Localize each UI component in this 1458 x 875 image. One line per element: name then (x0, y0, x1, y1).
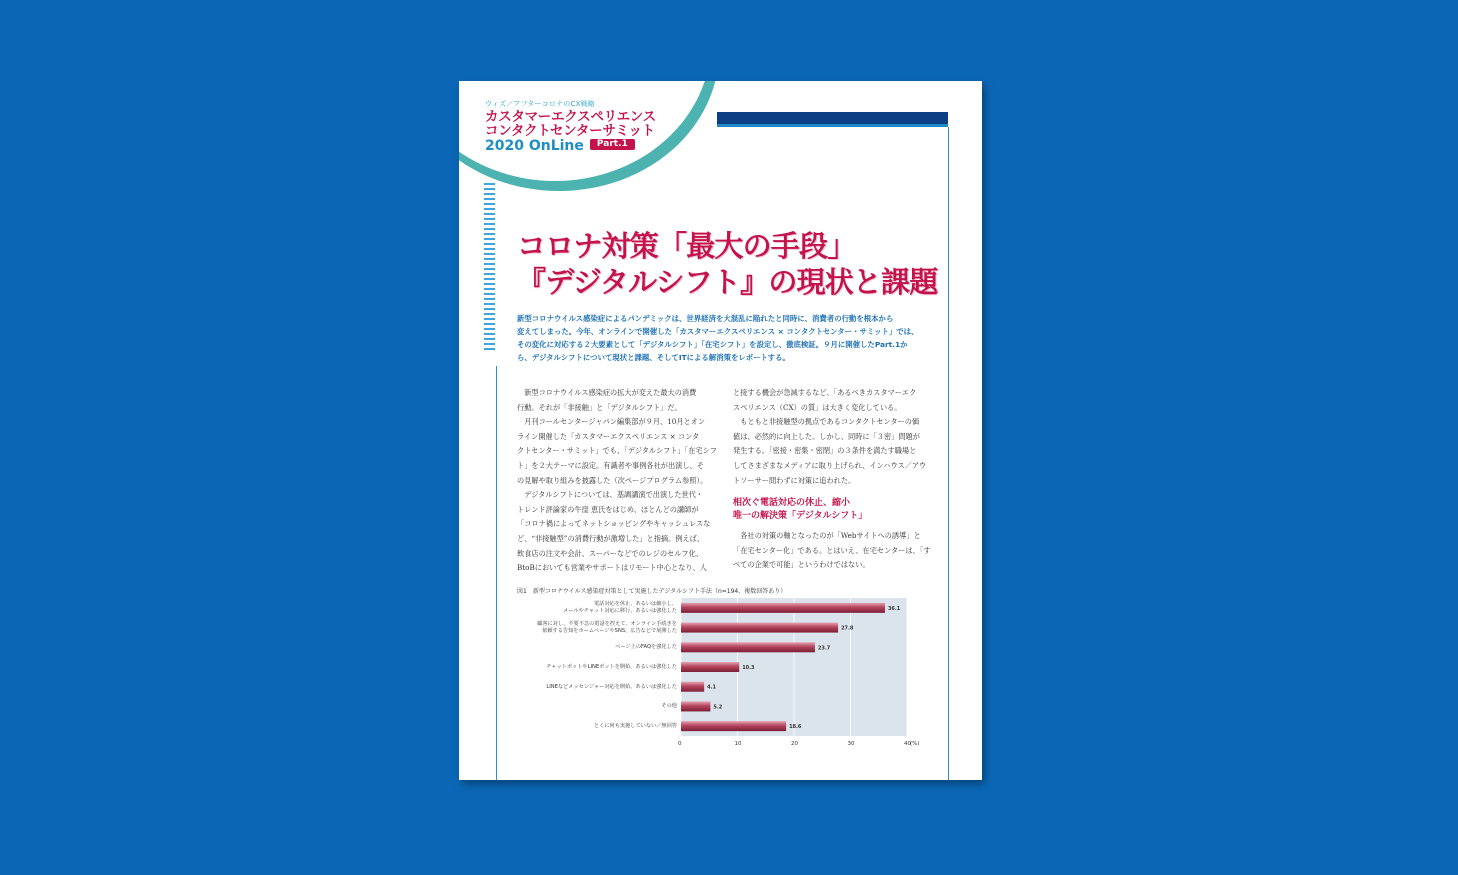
chart-plot-area (681, 598, 907, 736)
chart-svg (681, 598, 907, 736)
bar-value-label: 10.3 (742, 665, 755, 671)
event-title-line2: コンタクトセンターサミット (485, 123, 655, 139)
bar (681, 682, 704, 692)
body-line: 発生する。「密接・密集・密閉」の３条件を満たす職場と (733, 446, 917, 456)
part-badge: Part.1 (590, 139, 635, 150)
series-header (485, 99, 685, 154)
category-label-line: その他 (661, 703, 677, 710)
body-line: デジタルシフトについては、基調講演で出演した世代・ (517, 490, 704, 500)
body-line: トソーサー問わずに対策に追われた。 (733, 475, 856, 485)
body-column-right (733, 386, 938, 573)
body-line: 行動。それが「非接触」と「デジタルシフト」だ。 (517, 402, 682, 412)
body-line: 「在宅センター化」である。とはいえ、在宅センターは、「す (733, 545, 931, 555)
body-line: クトセンター・サミット」でも、「デジタルシフト」「在宅シフ (517, 446, 717, 456)
body-line: スペリエンス（CX）の質」は大きく変化している。 (733, 402, 902, 412)
bar (681, 721, 786, 731)
body-line: 新型コロナウイルス感染症の拡大が変えた最大の消費 (517, 388, 697, 397)
event-year: 2020 OnLine (485, 138, 584, 154)
body-line: ト」を２大テーマに設定。有識者や事例各社が出演し、そ (517, 460, 704, 470)
bar-value-label: 36.1 (887, 605, 901, 612)
frame-line-right (948, 127, 949, 780)
magazine-page (459, 81, 982, 780)
x-tick-label: 10 (734, 741, 742, 747)
lead-line: 変えてしまった。今年、オンラインで開催した「カスタマーエクスペリエンス × コンタクトセンター・サミット」では、 (517, 327, 919, 336)
lead-paragraph (517, 312, 942, 364)
bar (681, 623, 838, 633)
series-label: ウィズ／アフターコロナのCX戦略 (485, 100, 595, 108)
bar (681, 701, 710, 711)
body-line: トレンド評論家の牛窪 恵氏をはじめ、ほとんどの講師が (517, 504, 699, 514)
category-label (497, 723, 677, 729)
body-line: ライン開催した「カスタマーエクスペリエンス × コンタ (517, 431, 700, 441)
body-column-left (517, 386, 722, 576)
frame-line-left (496, 366, 497, 780)
x-tick-label: 20 (791, 741, 798, 747)
event-title-line3 (485, 138, 685, 154)
body-line: と接する機会が急減するなど、「あるべきカスタマーエク (733, 388, 917, 397)
bar-value-label: 23.7 (817, 645, 831, 652)
category-label-line: とくに何も実施していない／無回答 (593, 722, 677, 729)
body-line: 月刊コールセンタージャパン編集部が９月、10月とオン (517, 417, 706, 427)
bar-value-label: 4.1 (707, 684, 717, 691)
category-label (497, 684, 677, 690)
category-label-line: チャットボットやLINEボットを開始、あるいは強化した (546, 663, 677, 670)
category-label-line: 顧客に対し、不要不急の電話を控えて、オンライン手続きを (537, 621, 677, 628)
bar (681, 662, 739, 672)
bar (681, 603, 885, 613)
article-title-line1: コロナ対策「最大の手段」 (517, 229, 856, 263)
body-line: ど、“非接触型”の消費行動が激増した」と指摘。例えば、 (517, 533, 705, 543)
body-line: してさまざまなメディアに取り上げられ、インハウス／アウ (733, 460, 927, 470)
category-label-line: ページ上のFAQを強化した (615, 644, 677, 651)
category-label (497, 621, 677, 634)
category-label-line: LINEなどメッセンジャー対応を開始、あるいは強化した (546, 683, 677, 690)
category-label (497, 664, 677, 670)
body-line: の見解や取り組みを披露した（次ページプログラム参照）。 (517, 475, 708, 485)
category-label (497, 644, 677, 650)
bar-value-label: 18.6 (789, 724, 802, 731)
x-tick-label: 30 (847, 741, 855, 747)
lead-line: ら、デジタルシフトについて現状と課題、そしてITによる解消策をレポートする。 (517, 353, 790, 362)
subhead-line1: 相次ぐ電話対応の休止、縮小 (733, 498, 851, 509)
body-line: 「コロナ禍によってネットショッピングやキャッシュレスな (517, 519, 711, 529)
header-rule-navy (717, 112, 948, 124)
article-title (517, 228, 957, 300)
lead-line: その変化に対応する２大要素として「デジタルシフト」「在宅シフト」を設定し、徹底検証。９月に開催したPart.1か (517, 340, 908, 349)
category-label (497, 703, 677, 709)
x-axis-unit: (%) (910, 741, 920, 747)
header-rule-blue (717, 124, 948, 127)
decorative-stripes (484, 183, 495, 353)
article-title-line2: 『デジタルシフト』の現状と課題 (517, 265, 938, 299)
bar-value-label: 27.8 (841, 625, 854, 632)
category-label-line: 依頼する告知をホームページやSNS、広告などで展開した (542, 627, 677, 634)
figure-caption: 図1 新型コロナウイルス感染症対策として実施したデジタルシフト手法（n=194、複数回答あり） (517, 588, 787, 595)
subhead-line2: 唯一の解決策「デジタルシフト」 (733, 511, 868, 522)
x-tick-label: 40 (904, 741, 911, 747)
body-line: BtoBにおいても営業やサポートはリモート中心となり、人 (517, 563, 707, 573)
body-line: べての企業で可能」というわけではない。 (733, 560, 870, 570)
bar (681, 642, 815, 652)
category-label-line: 電話対応を休止、あるいは縮小し、 (593, 601, 677, 608)
category-label-line: メールやチャット対応に移行、あるいは強化した (563, 607, 677, 614)
section-subhead (733, 497, 938, 523)
event-title-line1: カスタマーエクスペリエンス (485, 109, 656, 125)
body-line: 各社の対策の軸となったのが「Webサイトへの誘導」と (733, 531, 921, 541)
body-line: 飲食店の注文や会計、スーパーなどでのレジのセルフ化、 (517, 548, 703, 558)
body-line: もともと非接触型の拠点であるコンタクトセンターの価 (733, 417, 920, 427)
bar-value-label: 5.2 (713, 704, 723, 711)
body-line: 値は、必然的に向上した。しかし、同時に「３密」問題が (733, 431, 920, 441)
category-label (497, 601, 677, 614)
x-tick-label: 0 (678, 741, 682, 747)
lead-line: 新型コロナウイルス感染症によるパンデミックは、世界経済を大混乱に陥れたと同時に、消費者の行動を根本から (517, 314, 894, 323)
